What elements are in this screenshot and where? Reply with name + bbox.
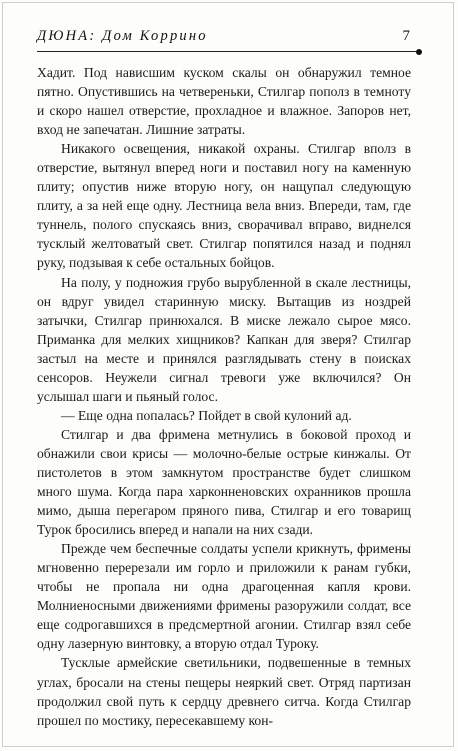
- paragraph: Хадит. Под нависшим куском скалы он обнаружил темное пятно. Опустившись на четвереньки, Стилгар пополз в темноту и скоро нашел отверстие, прохладное и влажное. Запоров нет, вход не запечатан. Лишние затраты.: [37, 65, 411, 138]
- running-title: ДЮНА: Дом Коррино: [37, 28, 208, 44]
- paragraph: Прежде чем беспечные солдаты успели крикнуть, фримены мгновенно перерезали им горло и приложили к ранам губки, чтобы не пропала ни одна драгоценная капля крови. Молниеносными движениями фримены разоружили солдат, все еще содрогавшихся в предсмертной агонии. Стилгар взял себе одну лазерную винтовку, а вторую отдал Туроку.: [37, 541, 411, 652]
- page-number: 7: [402, 28, 410, 44]
- running-header: [37, 28, 410, 48]
- paragraph: На полу, у подножия грубо вырубленной в скале лестницы, он вдруг увидел старинную миску. Вытащив из ноздрей затычки, Стилгар принюхался. В миске лежало сырое мясо. Приманка для мелких хищников? Капкан для зверя? Стилгар застыл на месте и принялся разглядывать стену в поисках сенсоров. Неужели сигнал тревоги уже включился? Он услышал шаги и пьяный голос.: [37, 274, 411, 404]
- paragraph: Никакого освещения, никакой охраны. Стилгар вполз в отверстие, вытянул вперед ноги и поставил ногу на каменную плиту; опустив ниже вторую ногу, он нащупал следующую плиту, а за ней еще одну. Лестница вела вниз. Впереди, там, где туннель, полого спускаясь вниз, сворачивал вправо, виднелся тусклый желтоватый свет. Стилгар попятился назад и поднял руку, подзывая к себе остальных бойцов.: [37, 141, 411, 271]
- header-rule: [37, 51, 419, 52]
- body-text: [37, 63, 411, 730]
- paragraph: Тусклые армейские светильники, подвешенные в темных углах, бросали на стены пещеры неяркий свет. Отряд партизан продолжил свой путь к сердцу древнего ситча. Когда Стилгар прошел по мостику, пересекавшему кон-: [37, 655, 411, 728]
- paragraph-dialogue: — Еще одна попалась? Пойдет в свой кулоний ад.: [61, 407, 352, 423]
- paragraph: Стилгар и два фримена метнулись в боковой проход и обнажили свои крисы — молочно-белые острые кинжалы. От пистолетов в этом замкнутом пространстве будет слишком много шума. Когда пара харконненовских охранников прошла мимо, дыша перегаром пряного пива, Стилгар и его товарищ Турок бросились вперед и напали на них сзади.: [37, 426, 411, 538]
